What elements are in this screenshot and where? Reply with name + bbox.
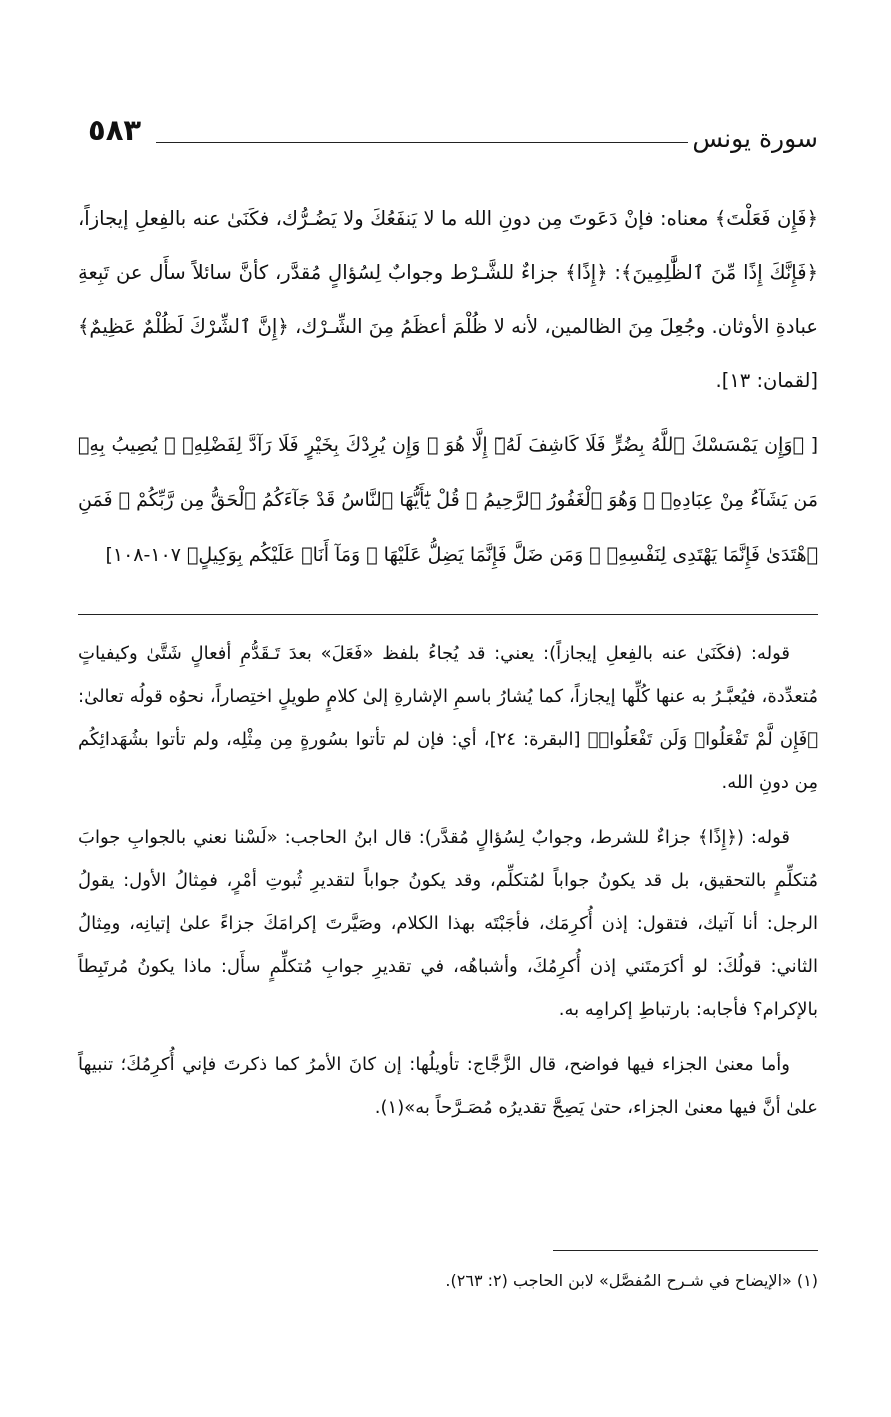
running-header bbox=[78, 112, 818, 156]
footnote-divider bbox=[553, 1250, 818, 1251]
book-page bbox=[78, 112, 818, 1372]
surah-title: سورة يونس bbox=[692, 124, 818, 153]
commentary-paragraph-2: قوله: (﴿إِذًا﴾ جزاءٌ للشرط، وجوابٌ لِسُؤالٍ مُقدَّر): قال ابنُ الحاجب: «لَسْنا نعني بالجوابِ جوابَ مُتكلِّمٍ بالتحقيق، بل قد يكونُ جواباً لمُتكلِّم، وقد يكونُ جواباً لتقديرِ ثُبوتِ أمْرٍ، فمِثالُ الأول: يقولُ الرجل: أنا آتيك، فتقول: إذن أُكرِمَك، فأجَبْتَه بهذا الكلام، وصَيَّرتَ إكرامَكَ جزاءً علىٰ إتيانِه، ومِثالُ الثاني: قولُكَ: لو أكرَمتَني إذن أُكرِمُكَ، وأشباهُه، في تقديرِ جوابِ مُتكلِّمٍ سأَل: ماذا يكونُ مُرتَبِطاً بالإكرام؟ فأجابه: بارتباطِ إكرامِه به. bbox=[78, 827, 818, 1020]
quran-verse-block: [ ﴿وَإِن يَمْسَسْكَ ٱللَّهُ بِضُرٍّ فَلَا كَاشِفَ لَهُۥٓ إِلَّا هُوَ ۖ وَإِن يُرِدْكَ بِخَيْرٍ فَلَا رَآدَّ لِفَضْلِهِۦ ۚ يُصِيبُ بِهِۦ مَن يَشَآءُ مِنْ عِبَادِهِۦ ۚ وَهُوَ ٱلْغَفُورُ ٱلرَّحِيمُ ۞ قُلْ يَٰٓأَيُّهَا ٱلنَّاسُ قَدْ جَآءَكُمُ ٱلْحَقُّ مِن رَّبِّكُمْ ۖ فَمَنِ ٱهْتَدَىٰ فَإِنَّمَا يَهْتَدِى لِنَفْسِهِۦ ۖ وَمَن ضَلَّ فَإِنَّمَا يَضِلُّ عَلَيْهَا ۖ وَمَآ أَنَا۠ عَلَيْكُم بِوَكِيلٍ﴾ ١٠٧-١٠٨] bbox=[78, 434, 818, 566]
section-divider bbox=[78, 614, 818, 615]
footnote: (١) «الإيضاح في شـرح المُفصَّل» لابن الحاجب (٢: ٢٦٣). bbox=[445, 1271, 818, 1290]
main-paragraph-1: ﴿فَإِن فَعَلْتَ﴾ معناه: فإنْ دَعَوتَ مِن دونِ الله ما لا يَنفَعُكَ ولا يَضُـرُّك، فكَنَىٰ عنه بالفِعلِ إيجازاً، ﴿فَإِنَّكَ إِذًا مِّنَ ٱلظَّٰلِمِينَ﴾: ﴿إِذًا﴾ جزاءٌ للشَّـرْط وجوابٌ لِسُؤالٍ مُقدَّر، كأنَّ سائلاً سأَل عن تَبِعةِ عبادةِ الأوثان. وجُعِلَ مِنَ الظالمين، لأنه لا ظُلْمَ أعظَمُ مِنَ الشِّـرْك، ﴿إِنَّ ٱلشِّرْكَ لَظُلْمٌ عَظِيمٌ﴾ [لقمان: ١٣]. bbox=[78, 207, 818, 392]
main-text-block bbox=[78, 192, 818, 593]
header-divider bbox=[156, 142, 688, 143]
commentary-block bbox=[78, 632, 818, 1141]
commentary-paragraph-3: وأما معنىٰ الجزاء فيها فواضح، قال الزَّجَّاج: تأويلُها: إن كانَ الأمرُ كما ذكرتَ فإني أُكرِمُكَ؛ تنبيهاً علىٰ أنَّ فيها معنىٰ الجزاء، حتىٰ يَصِحَّ تقديرُه مُصَـرَّحاً به»(١). bbox=[78, 1054, 818, 1118]
commentary-paragraph-1: قوله: (فكَنَىٰ عنه بالفِعلِ إيجازاً): يعني: قد يُجاءُ بلفظ «فَعَلَ» بعدَ تَـقَدُّمِ أفعالٍ شَتَّىٰ وكيفياتٍ مُتعدِّدة، فيُعبَّـرُ به عنها كُلِّها إيجازاً، كما يُشارُ باسمِ الإشارةِ إلىٰ كلامٍ طويلٍ اختِصاراً، نحوُه قولُه تعالىٰ: ﴿فَإِن لَّمْ تَفْعَلُوا۟ وَلَن تَفْعَلُوا۟﴾ [البقرة: ٢٤]، أي: فإن لم تأتوا بسُورةٍ مِن مِثْلِه، ولم تأتوا بشُهَدائِكُم مِن دونِ الله. bbox=[78, 643, 819, 793]
page-number: ٥٨٣ bbox=[88, 113, 142, 147]
